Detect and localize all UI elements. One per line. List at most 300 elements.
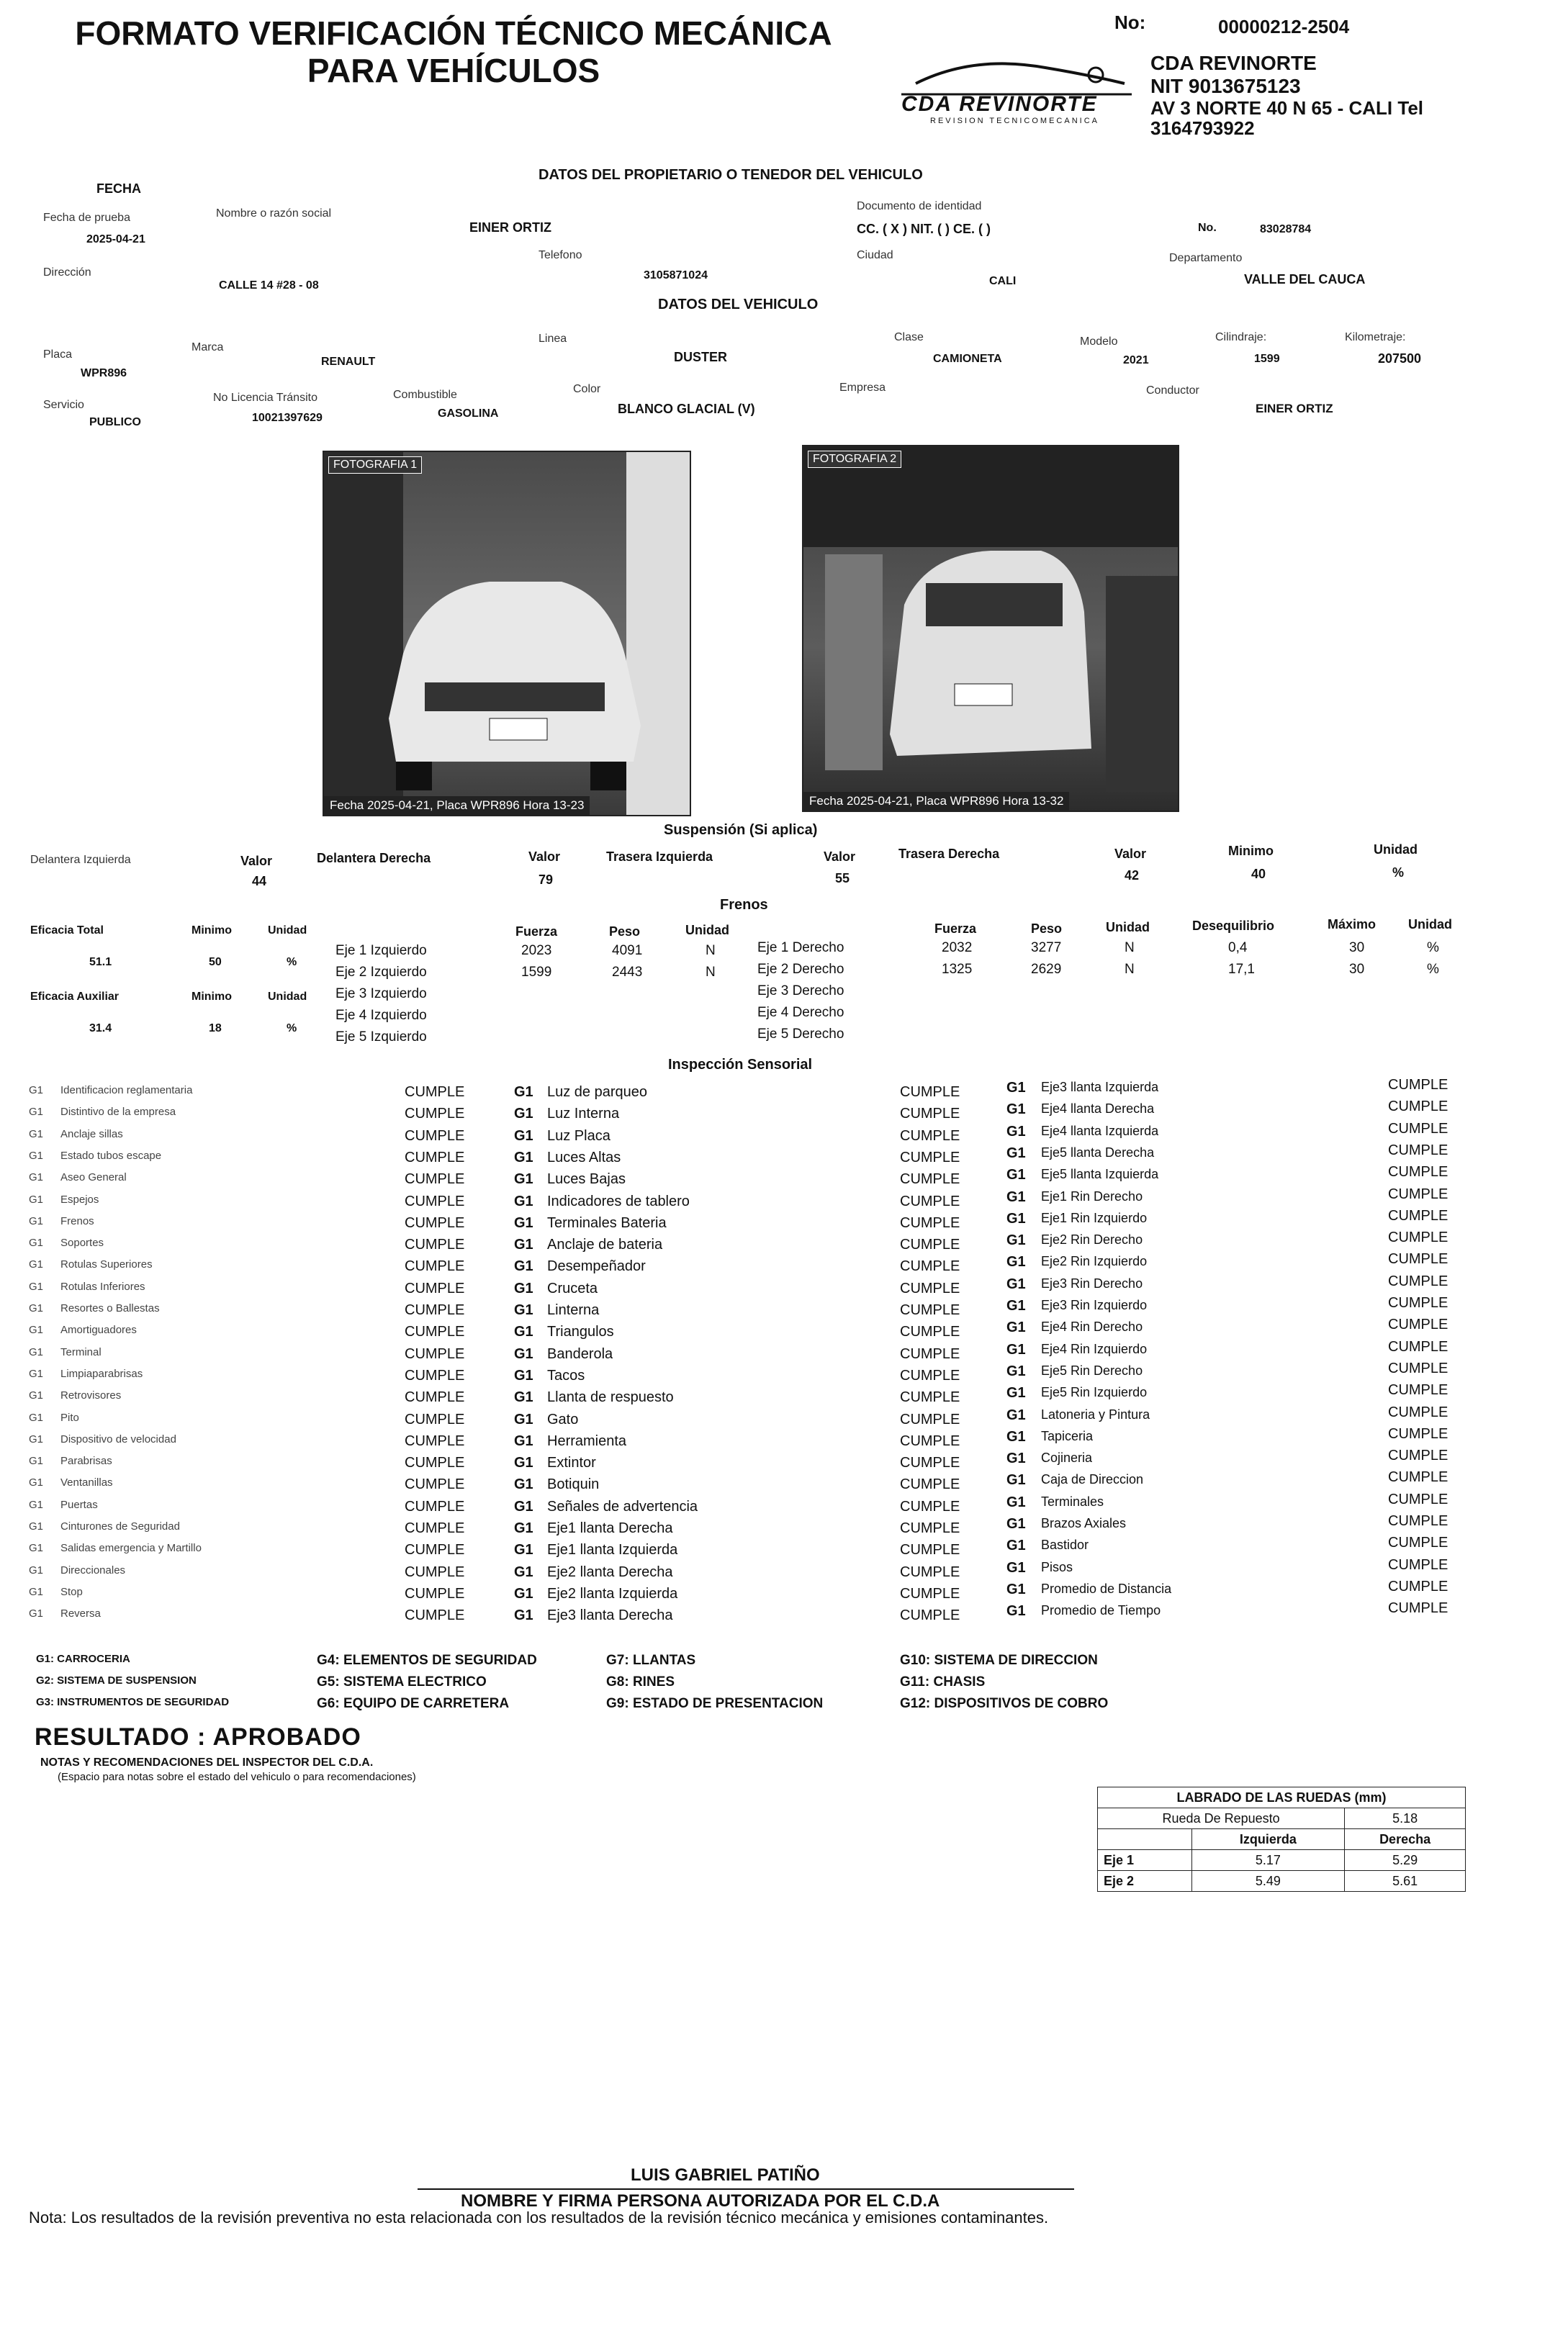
inspection-item-label: Cojineria xyxy=(1041,1451,1093,1466)
inspection-group: G1 xyxy=(1006,1559,1026,1576)
wheels-izq-label: Izquierda xyxy=(1191,1829,1345,1850)
inspection-result: CUMPLE xyxy=(1388,1295,1448,1311)
nombre-value: EINER ORTIZ xyxy=(469,220,552,235)
susp-di-label: Delantera Izquierda xyxy=(30,854,131,866)
inspection-group: G1 xyxy=(29,1258,44,1271)
inspection-group: G1 xyxy=(29,1302,44,1314)
inspection-item-label: Amortiguadores xyxy=(60,1324,137,1337)
signature-name: LUIS GABRIEL PATIÑO xyxy=(631,2165,820,2185)
wheels-header-empty xyxy=(1098,1829,1192,1850)
inspection-group: G1 xyxy=(1006,1472,1026,1489)
kilometraje-value: 207500 xyxy=(1378,351,1422,366)
inspection-group: G1 xyxy=(29,1237,44,1250)
inspection-item-label: Eje4 llanta Derecha xyxy=(1041,1101,1155,1117)
inspection-item-label: Indicadores de tablero xyxy=(547,1193,690,1209)
inspection-group: G1 xyxy=(29,1585,44,1598)
signature-line xyxy=(418,2188,1074,2190)
inspection-item-label: Salidas emergencia y Martillo xyxy=(60,1542,202,1555)
brake-left-axle-label: Eje 1 Izquierdo xyxy=(335,943,427,958)
inspection-group: G1 xyxy=(514,1367,533,1384)
inspection-group: G1 xyxy=(29,1520,44,1533)
inspection-group: G1 xyxy=(29,1084,44,1096)
susp-td-valor-label: Valor xyxy=(1114,847,1147,861)
inspection-item-label: Promedio de Tiempo xyxy=(1041,1603,1161,1618)
susp-unidad-value: % xyxy=(1392,865,1405,880)
susp-ti-value: 55 xyxy=(835,871,850,885)
brake-right-fuerza: 1325 xyxy=(942,962,973,977)
brake-left-fuerza: 2023 xyxy=(521,943,552,958)
inspection-result: CUMPLE xyxy=(405,1433,465,1449)
inspection-result: CUMPLE xyxy=(900,1106,960,1122)
susp-dd-value: 79 xyxy=(539,872,554,887)
wheels-table xyxy=(1097,1787,1466,1892)
legend-item: G3: INSTRUMENTOS DE SEGURIDAD xyxy=(36,1696,230,1708)
inspection-group: G1 xyxy=(1006,1145,1026,1161)
inspection-result: CUMPLE xyxy=(1388,1120,1448,1137)
empresa-label: Empresa xyxy=(839,382,886,394)
inspection-group: G1 xyxy=(514,1455,533,1471)
inspection-result: CUMPLE xyxy=(405,1214,465,1231)
inspection-item-label: Eje4 Rin Izquierdo xyxy=(1041,1341,1148,1356)
inspection-group: G1 xyxy=(514,1607,533,1624)
cilindraje-label: Cilindraje: xyxy=(1215,331,1267,343)
frenos-peso-label-right: Peso xyxy=(1031,921,1063,936)
eficacia-total-unit: % xyxy=(287,956,297,968)
inspection-item-label: Promedio de Distancia xyxy=(1041,1581,1172,1596)
inspection-result: CUMPLE xyxy=(900,1564,960,1580)
legend-item: G8: RINES xyxy=(606,1674,675,1690)
inspection-result: CUMPLE xyxy=(1388,1338,1448,1355)
inspection-item-label: Caja de Direccion xyxy=(1041,1472,1144,1487)
brake-right-fuerza: 2032 xyxy=(942,940,973,955)
inspection-result: CUMPLE xyxy=(1388,1142,1448,1158)
inspection-result: CUMPLE xyxy=(900,1585,960,1602)
photo-2-caption: Fecha 2025-04-21, Placa WPR896 Hora 13-32 xyxy=(803,792,1069,811)
notes-subtitle: (Espacio para notas sobre el estado del vehiculo o para recomendaciones) xyxy=(58,1771,416,1783)
inspection-result: CUMPLE xyxy=(405,1324,465,1340)
legend-item: G10: SISTEMA DE DIRECCION xyxy=(900,1653,1098,1668)
inspection-group: G1 xyxy=(514,1237,533,1253)
frenos-unidad-label-right: Unidad xyxy=(1106,920,1150,934)
wheels-row-der: 5.61 xyxy=(1345,1871,1466,1892)
car-rear-icon xyxy=(803,446,1178,811)
footer-note: Nota: Los resultados de la revisión preventiva no esta relacionada con los resultados de la revisión técnico mecánica y emisiones contaminantes. xyxy=(29,2209,1049,2227)
wheels-repuesto-value: 5.18 xyxy=(1345,1808,1466,1829)
inspection-result: CUMPLE xyxy=(900,1084,960,1100)
direccion-label: Dirección xyxy=(43,266,91,279)
inspection-result: CUMPLE xyxy=(1388,1099,1448,1115)
inspection-result: CUMPLE xyxy=(900,1389,960,1406)
inspection-item-label: Retrovisores xyxy=(60,1389,122,1402)
inspection-item-label: Gato xyxy=(547,1411,579,1427)
inspection-item-label: Luz Interna xyxy=(547,1106,620,1122)
servicio-label: Servicio xyxy=(43,399,84,411)
color-label: Color xyxy=(573,383,601,395)
inspection-result: CUMPLE xyxy=(1388,1186,1448,1202)
inspection-result: CUMPLE xyxy=(900,1302,960,1318)
susp-ti-label: Trasera Izquierda xyxy=(606,849,713,864)
inspection-result: CUMPLE xyxy=(405,1476,465,1493)
departamento-value: VALLE DEL CAUCA xyxy=(1244,272,1366,287)
licencia-value: 10021397629 xyxy=(252,412,323,424)
owner-section-title: DATOS DEL PROPIETARIO O TENEDOR DEL VEHICULO xyxy=(539,167,923,183)
inspection-result: CUMPLE xyxy=(405,1564,465,1580)
inspection-group: G1 xyxy=(1006,1298,1026,1314)
inspection-item-label: Herramienta xyxy=(547,1433,627,1449)
inspection-item-label: Banderola xyxy=(547,1345,613,1362)
inspection-result: CUMPLE xyxy=(405,1607,465,1624)
ciudad-value: CALI xyxy=(989,275,1017,287)
inspection-item-label: Eje2 llanta Derecha xyxy=(547,1564,673,1580)
inspection-group: G1 xyxy=(29,1455,44,1468)
brake-left-axle-label: Eje 3 Izquierdo xyxy=(335,986,427,1001)
inspection-group: G1 xyxy=(514,1193,533,1209)
inspection-item-label: Eje1 llanta Izquierda xyxy=(547,1542,678,1559)
inspection-item-label: Rotulas Inferiores xyxy=(60,1280,145,1293)
modelo-label: Modelo xyxy=(1080,335,1118,348)
inspection-result: CUMPLE xyxy=(405,1280,465,1296)
brake-left-fuerza: 1599 xyxy=(521,965,552,980)
brake-left-unidad: N xyxy=(706,965,716,980)
inspection-item-label: Eje5 Rin Izquierdo xyxy=(1041,1385,1148,1400)
inspection-result: CUMPLE xyxy=(1388,1251,1448,1268)
inspection-result: CUMPLE xyxy=(405,1389,465,1406)
documento-no-label: No. xyxy=(1198,222,1217,234)
inspection-result: CUMPLE xyxy=(1388,1404,1448,1420)
licencia-label: No Licencia Tránsito xyxy=(213,392,317,404)
susp-di-value: 44 xyxy=(252,874,267,888)
inspection-item-label: Eje5 llanta Izquierda xyxy=(1041,1167,1159,1182)
brake-left-peso: 4091 xyxy=(612,943,643,958)
marca-value: RENAULT xyxy=(321,356,376,368)
brake-right-unit: % xyxy=(1427,940,1439,955)
inspection-item-label: Señales de advertencia xyxy=(547,1498,698,1515)
photo-1-caption: Fecha 2025-04-21, Placa WPR896 Hora 13-23 xyxy=(324,796,590,815)
form-title xyxy=(43,14,864,89)
inspection-item-label: Triangulos xyxy=(547,1324,614,1340)
susp-dd-label: Delantera Derecha xyxy=(317,851,431,865)
inspection-group: G1 xyxy=(29,1149,44,1162)
frenos-unit-label: Unidad xyxy=(1408,917,1452,932)
inspection-item-label: Latoneria y Pintura xyxy=(1041,1407,1150,1422)
inspection-group: G1 xyxy=(514,1345,533,1362)
form-title-line2: PARA VEHÍCULOS xyxy=(307,52,600,89)
wheels-title: LABRADO DE LAS RUEDAS (mm) xyxy=(1098,1787,1466,1808)
inspection-group: G1 xyxy=(1006,1254,1026,1271)
frenos-peso-label-left: Peso xyxy=(609,924,641,939)
linea-value: DUSTER xyxy=(674,350,728,364)
fecha-value: 2025-04-21 xyxy=(86,233,145,245)
eficacia-aux-unit: % xyxy=(287,1022,297,1034)
inspection-item-label: Puertas xyxy=(60,1498,98,1511)
inspection-result: CUMPLE xyxy=(900,1520,960,1536)
susp-td-label: Trasera Derecha xyxy=(898,847,1000,861)
inspection-group: G1 xyxy=(1006,1494,1026,1510)
inspection-group: G1 xyxy=(1006,1341,1026,1358)
brake-right-deseq: 17,1 xyxy=(1228,962,1255,977)
inspection-item-label: Stop xyxy=(60,1585,83,1598)
inspection-group: G1 xyxy=(29,1564,44,1577)
eficacia-total-min: 50 xyxy=(209,956,222,968)
susp-minimo-label: Minimo xyxy=(1228,844,1274,858)
inspection-group: G1 xyxy=(29,1498,44,1511)
notes-title: NOTAS Y RECOMENDACIONES DEL INSPECTOR DEL C.D.A. xyxy=(40,1756,374,1769)
inspection-group: G1 xyxy=(29,1171,44,1184)
inspection-group: G1 xyxy=(514,1214,533,1231)
inspection-result: CUMPLE xyxy=(405,1106,465,1122)
inspection-result: CUMPLE xyxy=(900,1345,960,1362)
brake-right-unidad: N xyxy=(1125,940,1135,955)
fecha-title: FECHA xyxy=(96,181,141,196)
inspection-result: CUMPLE xyxy=(405,1411,465,1427)
inspection-result: CUMPLE xyxy=(405,1302,465,1318)
form-number-value: 00000212-2504 xyxy=(1218,16,1350,37)
inspection-result: CUMPLE xyxy=(405,1367,465,1384)
inspection-group: G1 xyxy=(514,1411,533,1427)
susp-td-value: 42 xyxy=(1125,868,1140,883)
inspection-item-label: Anclaje de bateria xyxy=(547,1237,663,1253)
inspection-group: G1 xyxy=(29,1280,44,1293)
wheels-row-label: Eje 1 xyxy=(1098,1850,1192,1871)
inspection-result: CUMPLE xyxy=(1388,1273,1448,1289)
inspection-item-label: Terminal xyxy=(60,1345,102,1358)
brake-left-unidad: N xyxy=(706,943,716,958)
departamento-label: Departamento xyxy=(1169,252,1243,264)
inspection-group: G1 xyxy=(1006,1276,1026,1292)
inspection-item-label: Linterna xyxy=(547,1302,600,1318)
marca-label: Marca xyxy=(192,341,224,353)
inspection-result: CUMPLE xyxy=(900,1411,960,1427)
eficacia-aux-label: Eficacia Auxiliar xyxy=(30,991,120,1003)
inspection-group: G1 xyxy=(514,1542,533,1559)
wheels-der-label: Derecha xyxy=(1345,1829,1466,1850)
inspection-item-label: Aseo General xyxy=(60,1171,127,1184)
inspection-result: CUMPLE xyxy=(405,1149,465,1165)
wheels-row-izq: 5.17 xyxy=(1191,1850,1345,1871)
inspection-result: CUMPLE xyxy=(405,1193,465,1209)
inspection-group: G1 xyxy=(29,1411,44,1424)
inspection-group: G1 xyxy=(1006,1581,1026,1597)
company-address: AV 3 NORTE 40 N 65 - CALI Tel 3164793922 xyxy=(1150,97,1424,139)
inspection-result: CUMPLE xyxy=(1388,1491,1448,1507)
frenos-maximo-label: Máximo xyxy=(1328,917,1376,932)
inspection-item-label: Brazos Axiales xyxy=(1041,1516,1127,1530)
fecha-label: Fecha de prueba xyxy=(43,212,130,224)
inspection-item-label: Eje2 Rin Derecho xyxy=(1041,1232,1143,1248)
conductor-value: EINER ORTIZ xyxy=(1256,402,1333,415)
brake-left-axle-label: Eje 2 Izquierdo xyxy=(335,965,427,980)
inspection-result: CUMPLE xyxy=(900,1149,960,1165)
brake-right-max: 30 xyxy=(1349,962,1365,977)
inspection-result: CUMPLE xyxy=(405,1258,465,1275)
resultado-label: RESULTADO : APROBADO xyxy=(35,1723,361,1751)
inspection-result: CUMPLE xyxy=(405,1237,465,1253)
legend-item: G4: ELEMENTOS DE SEGURIDAD xyxy=(317,1653,537,1668)
clase-value: CAMIONETA xyxy=(933,353,1002,365)
legend-item: G7: LLANTAS xyxy=(606,1653,696,1668)
inspection-item-label: Ventanillas xyxy=(60,1476,113,1489)
legend-item: G11: CHASIS xyxy=(900,1674,986,1690)
inspection-item-label: Reversa xyxy=(60,1607,101,1620)
eficacia-total-value: 51.1 xyxy=(89,956,112,968)
inspection-item-label: Eje3 llanta Derecha xyxy=(547,1607,673,1624)
inspection-result: CUMPLE xyxy=(1388,1600,1448,1617)
inspection-result: CUMPLE xyxy=(900,1237,960,1253)
inspection-item-label: Eje2 llanta Izquierda xyxy=(547,1585,678,1602)
inspection-result: CUMPLE xyxy=(1388,1207,1448,1224)
legend-item: G6: EQUIPO DE CARRETERA xyxy=(317,1696,510,1711)
inspection-item-label: Cruceta xyxy=(547,1280,598,1296)
inspection-item-label: Tapiceria xyxy=(1041,1428,1094,1443)
legend-item: G2: SISTEMA DE SUSPENSION xyxy=(36,1674,197,1687)
inspection-result: CUMPLE xyxy=(900,1193,960,1209)
inspection-item-label: Anclaje sillas xyxy=(60,1127,123,1140)
brake-right-unidad: N xyxy=(1125,962,1135,977)
inspection-group: G1 xyxy=(29,1367,44,1380)
eficacia-aux-min: 18 xyxy=(209,1022,222,1034)
direccion-value: CALLE 14 #28 - 08 xyxy=(219,279,319,292)
inspection-item-label: Extintor xyxy=(547,1455,596,1471)
susp-dd-valor-label: Valor xyxy=(528,849,561,864)
inspection-item-label: Eje3 Rin Izquierdo xyxy=(1041,1298,1148,1312)
vehicle-photo-2 xyxy=(802,445,1179,812)
inspection-item-label: Cinturones de Seguridad xyxy=(60,1520,180,1533)
documento-no-value: 83028784 xyxy=(1260,223,1312,235)
inspection-item-label: Terminales xyxy=(1041,1494,1104,1509)
placa-value: WPR896 xyxy=(81,367,127,379)
inspection-group: G1 xyxy=(29,1476,44,1489)
inspection-group: G1 xyxy=(514,1564,533,1580)
combustible-label: Combustible xyxy=(393,389,457,401)
inspection-result: CUMPLE xyxy=(1388,1513,1448,1529)
frenos-title: Frenos xyxy=(720,897,768,913)
inspection-group: G1 xyxy=(1006,1101,1026,1118)
inspection-result: CUMPLE xyxy=(405,1084,465,1100)
legend-item: G5: SISTEMA ELECTRICO xyxy=(317,1674,487,1690)
inspection-result: CUMPLE xyxy=(900,1433,960,1449)
brake-right-peso: 2629 xyxy=(1031,962,1062,977)
brake-right-axle-label: Eje 1 Derecho xyxy=(757,940,844,955)
brake-right-axle-label: Eje 5 Derecho xyxy=(757,1027,844,1042)
inspection-group: G1 xyxy=(29,1214,44,1227)
eficacia-aux-value: 31.4 xyxy=(89,1022,112,1034)
cilindraje-value: 1599 xyxy=(1254,353,1280,365)
inspection-item-label: Eje1 Rin Izquierdo xyxy=(1041,1210,1148,1225)
suspension-title: Suspensión (Si aplica) xyxy=(664,822,818,838)
inspection-group: G1 xyxy=(1006,1210,1026,1227)
inspection-item-label: Bastidor xyxy=(1041,1538,1089,1553)
inspection-item-label: Eje4 Rin Derecho xyxy=(1041,1320,1143,1335)
inspection-item-label: Parabrisas xyxy=(60,1455,112,1468)
form-number-label: No: xyxy=(1114,12,1146,33)
inspection-group: G1 xyxy=(1006,1167,1026,1183)
inspection-group: G1 xyxy=(1006,1385,1026,1402)
wheels-row-der: 5.29 xyxy=(1345,1850,1466,1871)
inspection-item-label: Luz de parqueo xyxy=(547,1084,648,1100)
conductor-label: Conductor xyxy=(1146,384,1199,397)
inspection-group: G1 xyxy=(29,1542,44,1555)
company-name: CDA REVINORTE xyxy=(1150,52,1317,74)
inspection-group: G1 xyxy=(29,1127,44,1140)
form-title-line1: FORMATO VERIFICACIÓN TÉCNICO MECÁNICA xyxy=(75,14,832,52)
inspection-item-label: Limpiaparabrisas xyxy=(60,1367,143,1380)
inspection-result: CUMPLE xyxy=(1388,1535,1448,1551)
kilometraje-label: Kilometraje: xyxy=(1345,331,1406,343)
inspection-result: CUMPLE xyxy=(405,1127,465,1144)
servicio-value: PUBLICO xyxy=(89,416,141,428)
inspection-result: CUMPLE xyxy=(1388,1360,1448,1376)
inspection-result: CUMPLE xyxy=(900,1476,960,1493)
inspection-group: G1 xyxy=(514,1433,533,1449)
inspection-item-label: Tacos xyxy=(547,1367,585,1384)
inspection-group: G1 xyxy=(29,1324,44,1337)
telefono-value: 3105871024 xyxy=(644,269,708,281)
inspection-item-label: Luz Placa xyxy=(547,1127,610,1144)
inspection-result: CUMPLE xyxy=(1388,1230,1448,1246)
documento-label: Documento de identidad xyxy=(857,200,982,212)
brake-right-axle-label: Eje 4 Derecho xyxy=(757,1005,844,1020)
wheels-row-izq: 5.49 xyxy=(1191,1871,1345,1892)
inspection-group: G1 xyxy=(1006,1407,1026,1423)
inspection-item-label: Luces Bajas xyxy=(547,1171,626,1188)
inspection-group: G1 xyxy=(514,1280,533,1296)
inspection-result: CUMPLE xyxy=(1388,1578,1448,1595)
inspection-result: CUMPLE xyxy=(1388,1077,1448,1093)
inspection-result: CUMPLE xyxy=(405,1455,465,1471)
inspection-item-label: Rotulas Superiores xyxy=(60,1258,153,1271)
susp-unidad-label: Unidad xyxy=(1374,842,1418,857)
linea-label: Linea xyxy=(539,333,567,345)
frenos-fuerza-label-right: Fuerza xyxy=(934,921,977,936)
susp-ti-valor-label: Valor xyxy=(824,849,856,864)
inspection-result: CUMPLE xyxy=(405,1520,465,1536)
inspection-result: CUMPLE xyxy=(1388,1382,1448,1399)
inspection-result: CUMPLE xyxy=(405,1171,465,1188)
inspection-item-label: Eje5 llanta Derecha xyxy=(1041,1145,1155,1160)
inspection-item-label: Direccionales xyxy=(60,1564,126,1577)
inspection-group: G1 xyxy=(1006,1188,1026,1205)
modelo-value: 2021 xyxy=(1123,354,1149,366)
signature-caption: NOMBRE Y FIRMA PERSONA AUTORIZADA POR EL C.D.A xyxy=(461,2191,940,2211)
inspection-result: CUMPLE xyxy=(900,1280,960,1296)
inspection-group: G1 xyxy=(1006,1232,1026,1249)
documento-types: CC. ( X ) NIT. ( ) CE. ( ) xyxy=(857,222,991,236)
brake-left-axle-label: Eje 4 Izquierdo xyxy=(335,1008,427,1023)
inspection-group: G1 xyxy=(514,1171,533,1188)
inspection-group: G1 xyxy=(29,1433,44,1445)
inspection-item-label: Identificacion reglamentaria xyxy=(60,1084,193,1096)
brake-left-axle-label: Eje 5 Izquierdo xyxy=(335,1029,427,1045)
wheels-row-label: Eje 2 xyxy=(1098,1871,1192,1892)
inspection-item-label: Eje5 Rin Derecho xyxy=(1041,1363,1143,1378)
susp-minimo-value: 40 xyxy=(1251,867,1266,881)
inspection-group: G1 xyxy=(514,1127,533,1144)
inspection-item-label: Espejos xyxy=(60,1193,99,1206)
inspection-result: CUMPLE xyxy=(1388,1164,1448,1181)
logo-text: CDA REVINORTE xyxy=(901,92,1098,116)
photo-2-tag: FOTOGRAFIA 2 xyxy=(808,451,901,468)
inspection-item-label: Eje2 Rin Izquierdo xyxy=(1041,1254,1148,1269)
inspection-item-label: Eje3 llanta Izquierda xyxy=(1041,1080,1159,1094)
frenos-deseq-label: Desequilibrio xyxy=(1192,919,1275,933)
brake-right-peso: 3277 xyxy=(1031,940,1062,955)
inspection-item-label: Terminales Bateria xyxy=(547,1214,667,1231)
color-value: BLANCO GLACIAL (V) xyxy=(618,402,755,416)
inspection-group: G1 xyxy=(29,1106,44,1119)
inspection-group: G1 xyxy=(1006,1538,1026,1554)
brake-right-deseq: 0,4 xyxy=(1228,940,1248,955)
brake-right-max: 30 xyxy=(1349,940,1365,955)
